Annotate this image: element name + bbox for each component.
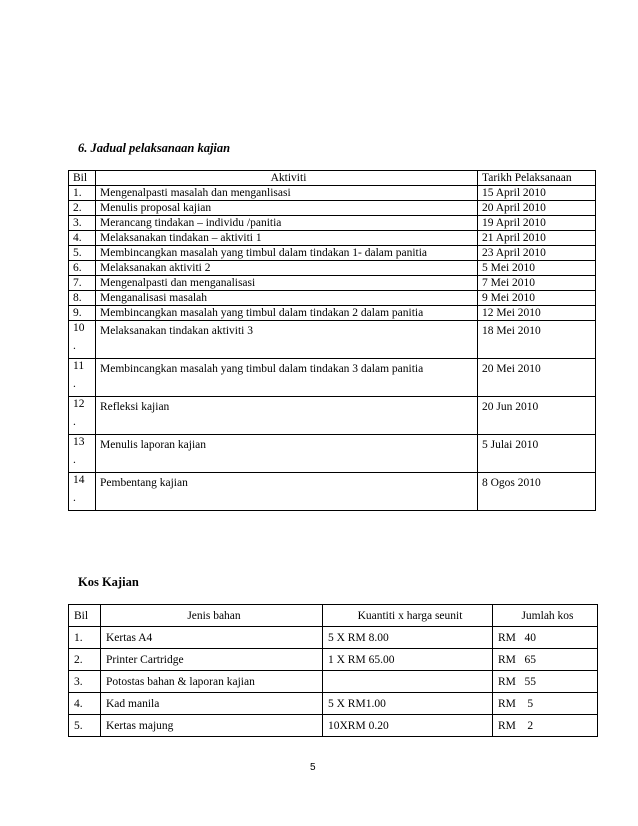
cost-number: 1.	[69, 627, 101, 649]
table-row	[69, 359, 596, 397]
header-aktiviti: Aktiviti	[96, 171, 478, 186]
cost-quantity: 5 X RM1.00	[323, 693, 493, 715]
row-date: 21 April 2010	[478, 231, 596, 246]
header-bil: Bil	[69, 171, 96, 186]
table-row	[69, 671, 598, 693]
row-number: 14	[73, 474, 85, 486]
schedule-heading: 6. Jadual pelaksanaan kajian	[78, 141, 231, 155]
row-activity: Membincangkan masalah yang timbul dalam tindakan 3 dalam panitia	[96, 359, 478, 397]
row-activity: Mengenalpasti dan menganalisasi	[96, 276, 478, 291]
row-number: 10	[73, 322, 85, 334]
row-activity: Mengenalpasti masalah dan menganlisasi	[96, 186, 478, 201]
cost-total: RM 65	[493, 649, 598, 671]
row-date: 18 Mei 2010	[478, 321, 596, 359]
table-row	[69, 231, 596, 246]
row-activity: Menganalisasi masalah	[96, 291, 478, 306]
row-date: 20 Jun 2010	[478, 397, 596, 435]
row-number: 8.	[69, 291, 96, 306]
row-date: 19 April 2010	[478, 216, 596, 231]
schedule-table	[68, 170, 596, 511]
row-number: 2.	[69, 201, 96, 216]
row-number: 1.	[69, 186, 96, 201]
table-row	[69, 276, 596, 291]
row-number-cell	[69, 435, 96, 473]
table-row	[69, 186, 596, 201]
row-number-dot: .	[73, 454, 76, 466]
row-activity: Melaksanakan tindakan aktiviti 3	[96, 321, 478, 359]
row-number: 6.	[69, 261, 96, 276]
schedule-header-row	[69, 171, 596, 186]
header-tarikh: Tarikh Pelaksanaan	[478, 171, 596, 186]
header-jumlah-kos: Jumlah kos	[493, 605, 598, 627]
row-date: 8 Ogos 2010	[478, 473, 596, 511]
table-row	[69, 291, 596, 306]
table-row	[69, 435, 596, 473]
cost-header-row	[69, 605, 598, 627]
row-number-cell	[69, 359, 96, 397]
row-number: 12	[73, 398, 85, 410]
table-row	[69, 693, 598, 715]
table-row	[69, 397, 596, 435]
cost-item: Kertas A4	[101, 627, 323, 649]
row-activity: Melaksanakan tindakan – aktiviti 1	[96, 231, 478, 246]
row-number-cell	[69, 473, 96, 511]
cost-number: 5.	[69, 715, 101, 737]
row-date: 20 Mei 2010	[478, 359, 596, 397]
row-number: 5.	[69, 246, 96, 261]
row-date: 23 April 2010	[478, 246, 596, 261]
table-row	[69, 715, 598, 737]
cost-quantity	[323, 671, 493, 693]
cost-quantity: 5 X RM 8.00	[323, 627, 493, 649]
row-date: 20 April 2010	[478, 201, 596, 216]
row-number: 4.	[69, 231, 96, 246]
cost-number: 3.	[69, 671, 101, 693]
cost-total: RM 5	[493, 693, 598, 715]
row-number: 11	[73, 360, 85, 372]
header-bil: Bil	[69, 605, 101, 627]
header-jenis-bahan: Jenis bahan	[101, 605, 323, 627]
cost-table	[68, 604, 598, 737]
row-number: 13	[73, 436, 85, 448]
cost-quantity: 1 X RM 65.00	[323, 649, 493, 671]
table-row	[69, 216, 596, 231]
row-date: 9 Mei 2010	[478, 291, 596, 306]
row-activity: Refleksi kajian	[96, 397, 478, 435]
row-date: 5 Julai 2010	[478, 435, 596, 473]
cost-total: RM 40	[493, 627, 598, 649]
row-number-dot: .	[73, 378, 76, 390]
cost-heading: Kos Kajian	[78, 575, 139, 589]
cost-quantity: 10XRM 0.20	[323, 715, 493, 737]
cost-item: Potostas bahan & laporan kajian	[101, 671, 323, 693]
row-number-dot: .	[73, 340, 76, 352]
table-row	[69, 473, 596, 511]
row-number-cell	[69, 397, 96, 435]
row-activity: Melaksanakan aktiviti 2	[96, 261, 478, 276]
row-activity: Menulis laporan kajian	[96, 435, 478, 473]
row-number-cell	[69, 321, 96, 359]
row-activity: Membincangkan masalah yang timbul dalam tindakan 1- dalam panitia	[96, 246, 478, 261]
table-row	[69, 246, 596, 261]
table-row	[69, 627, 598, 649]
cost-item: Kad manila	[101, 693, 323, 715]
row-date: 15 April 2010	[478, 186, 596, 201]
row-activity: Membincangkan masalah yang timbul dalam tindakan 2 dalam panitia	[96, 306, 478, 321]
table-row	[69, 321, 596, 359]
row-activity: Menulis proposal kajian	[96, 201, 478, 216]
table-row	[69, 649, 598, 671]
cost-total: RM 2	[493, 715, 598, 737]
table-row	[69, 306, 596, 321]
row-date: 5 Mei 2010	[478, 261, 596, 276]
row-number: 7.	[69, 276, 96, 291]
row-date: 12 Mei 2010	[478, 306, 596, 321]
cost-number: 2.	[69, 649, 101, 671]
table-row	[69, 201, 596, 216]
row-number-dot: .	[73, 416, 76, 428]
row-number-dot: .	[73, 492, 76, 504]
header-kuantiti: Kuantiti x harga seunit	[323, 605, 493, 627]
cost-number: 4.	[69, 693, 101, 715]
row-activity: Merancang tindakan – individu /panitia	[96, 216, 478, 231]
page-number: 5	[310, 762, 316, 773]
row-number: 3.	[69, 216, 96, 231]
table-row	[69, 261, 596, 276]
row-number: 9.	[69, 306, 96, 321]
row-date: 7 Mei 2010	[478, 276, 596, 291]
cost-item: Kertas majung	[101, 715, 323, 737]
row-activity: Pembentang kajian	[96, 473, 478, 511]
cost-total: RM 55	[493, 671, 598, 693]
cost-item: Printer Cartridge	[101, 649, 323, 671]
